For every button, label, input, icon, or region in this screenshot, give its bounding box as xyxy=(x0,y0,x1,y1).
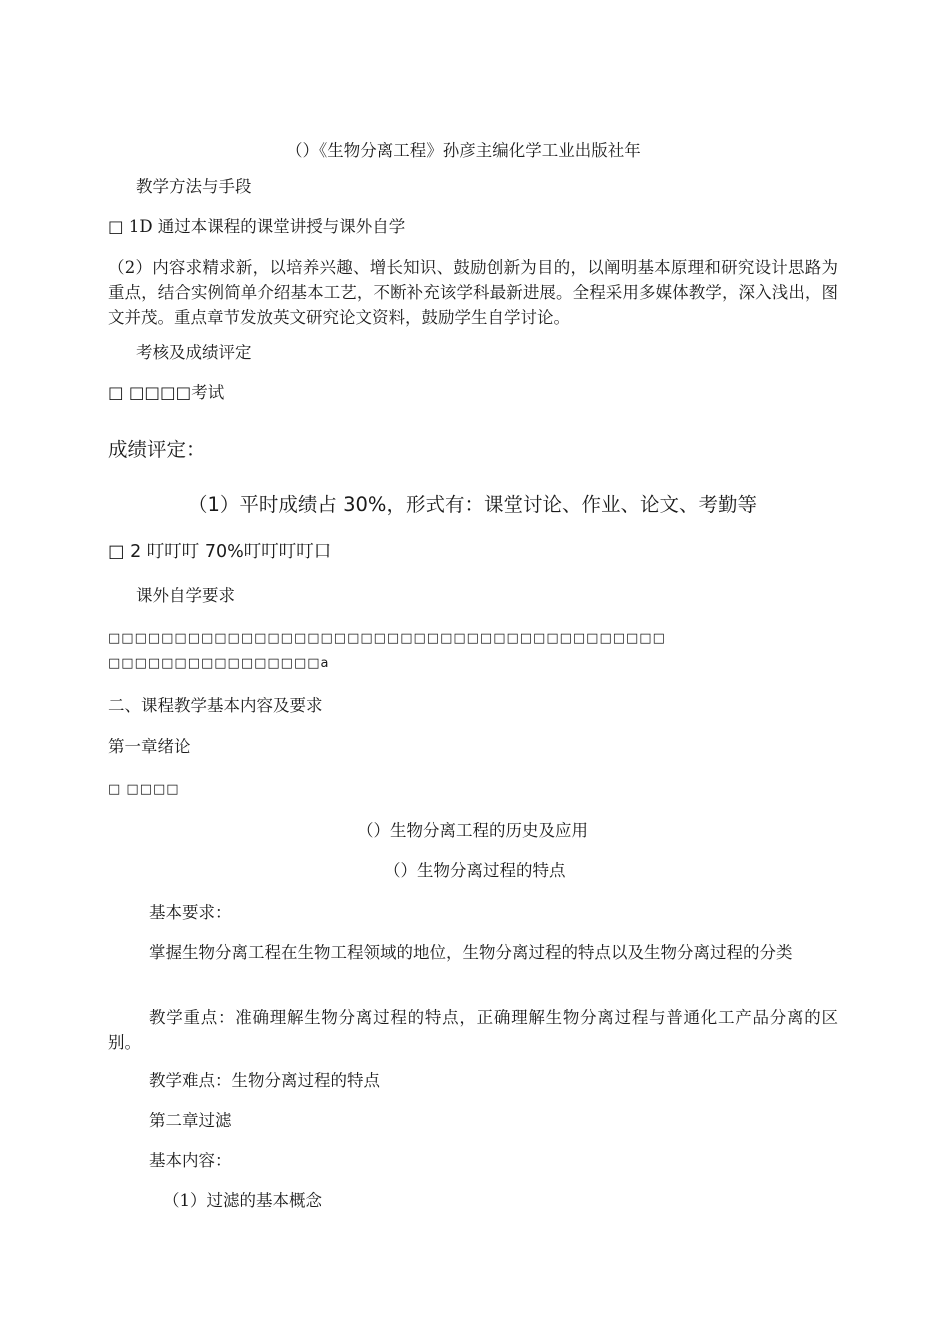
textbook-reference: （）《生物分离工程》孙彦主编化学工业出版社年 xyxy=(286,141,641,160)
teaching-focus: 教学重点：准确理解生物分离过程的特点，正确理解生物分离过程与普通化工产品分离的区别。 xyxy=(108,1008,838,1052)
chapter-2-content-label: 基本内容： xyxy=(149,1151,232,1170)
teaching-methods-heading: 教学方法与手段 xyxy=(136,177,252,196)
chapter-1-item-1: （）生物分离工程的历史及应用 xyxy=(357,821,588,840)
grading-item-2: □ 2 叮叮叮 70%叮叮叮叮口 xyxy=(108,542,332,562)
self-study-heading: 课外自学要求 xyxy=(136,586,235,605)
teaching-method-1: □ 1D 通过本课程的课堂讲授与课外自学 xyxy=(108,217,406,236)
assessment-line: □ □□□□考试 xyxy=(108,383,225,402)
teaching-difficulty: 教学难点：生物分离过程的特点 xyxy=(149,1071,380,1090)
chapter-1-item-2: （）生物分离过程的特点 xyxy=(384,861,566,880)
assessment-heading: 考核及成绩评定 xyxy=(136,343,252,362)
teaching-method-2: （2）内容求精求新，以培养兴趣、增长知识、鼓励创新为目的，以阐明基本原理和研究设计思路为重点，结合实例简单介绍基本工艺，不断补充该学科最新进展。全程采用多媒体教学，深入浅出，图文并茂。重点章节发放英文研究论文资料，鼓励学生自学讨论。 xyxy=(108,258,838,327)
basic-requirements-label: 基本要求： xyxy=(149,903,232,922)
chapter-2-item-1: （1）过滤的基本概念 xyxy=(163,1191,322,1210)
grading-item-1: （1）平时成绩占 30%，形式有：课堂讨论、作业、论文、考勤等 xyxy=(188,493,757,516)
section-2-heading: 二、课程教学基本内容及要求 xyxy=(108,696,323,715)
chapter-2-title: 第二章过滤 xyxy=(149,1111,232,1130)
self-study-line-2: □□□□□□□□□□□□□□□□a xyxy=(108,656,330,671)
chapter-1-content-label: □ □□□□ xyxy=(108,782,180,797)
chapter-1-title: 第一章绪论 xyxy=(108,737,191,756)
self-study-line-1: □□□□□□□□□□□□□□□□□□□□□□□□□□□□□□□□□□□□□□□□□□ xyxy=(108,631,666,646)
grading-heading: 成绩评定： xyxy=(108,438,206,461)
basic-requirements-text: 掌握生物分离工程在生物工程领域的地位，生物分离过程的特点以及生物分离过程的分类 xyxy=(149,943,793,962)
